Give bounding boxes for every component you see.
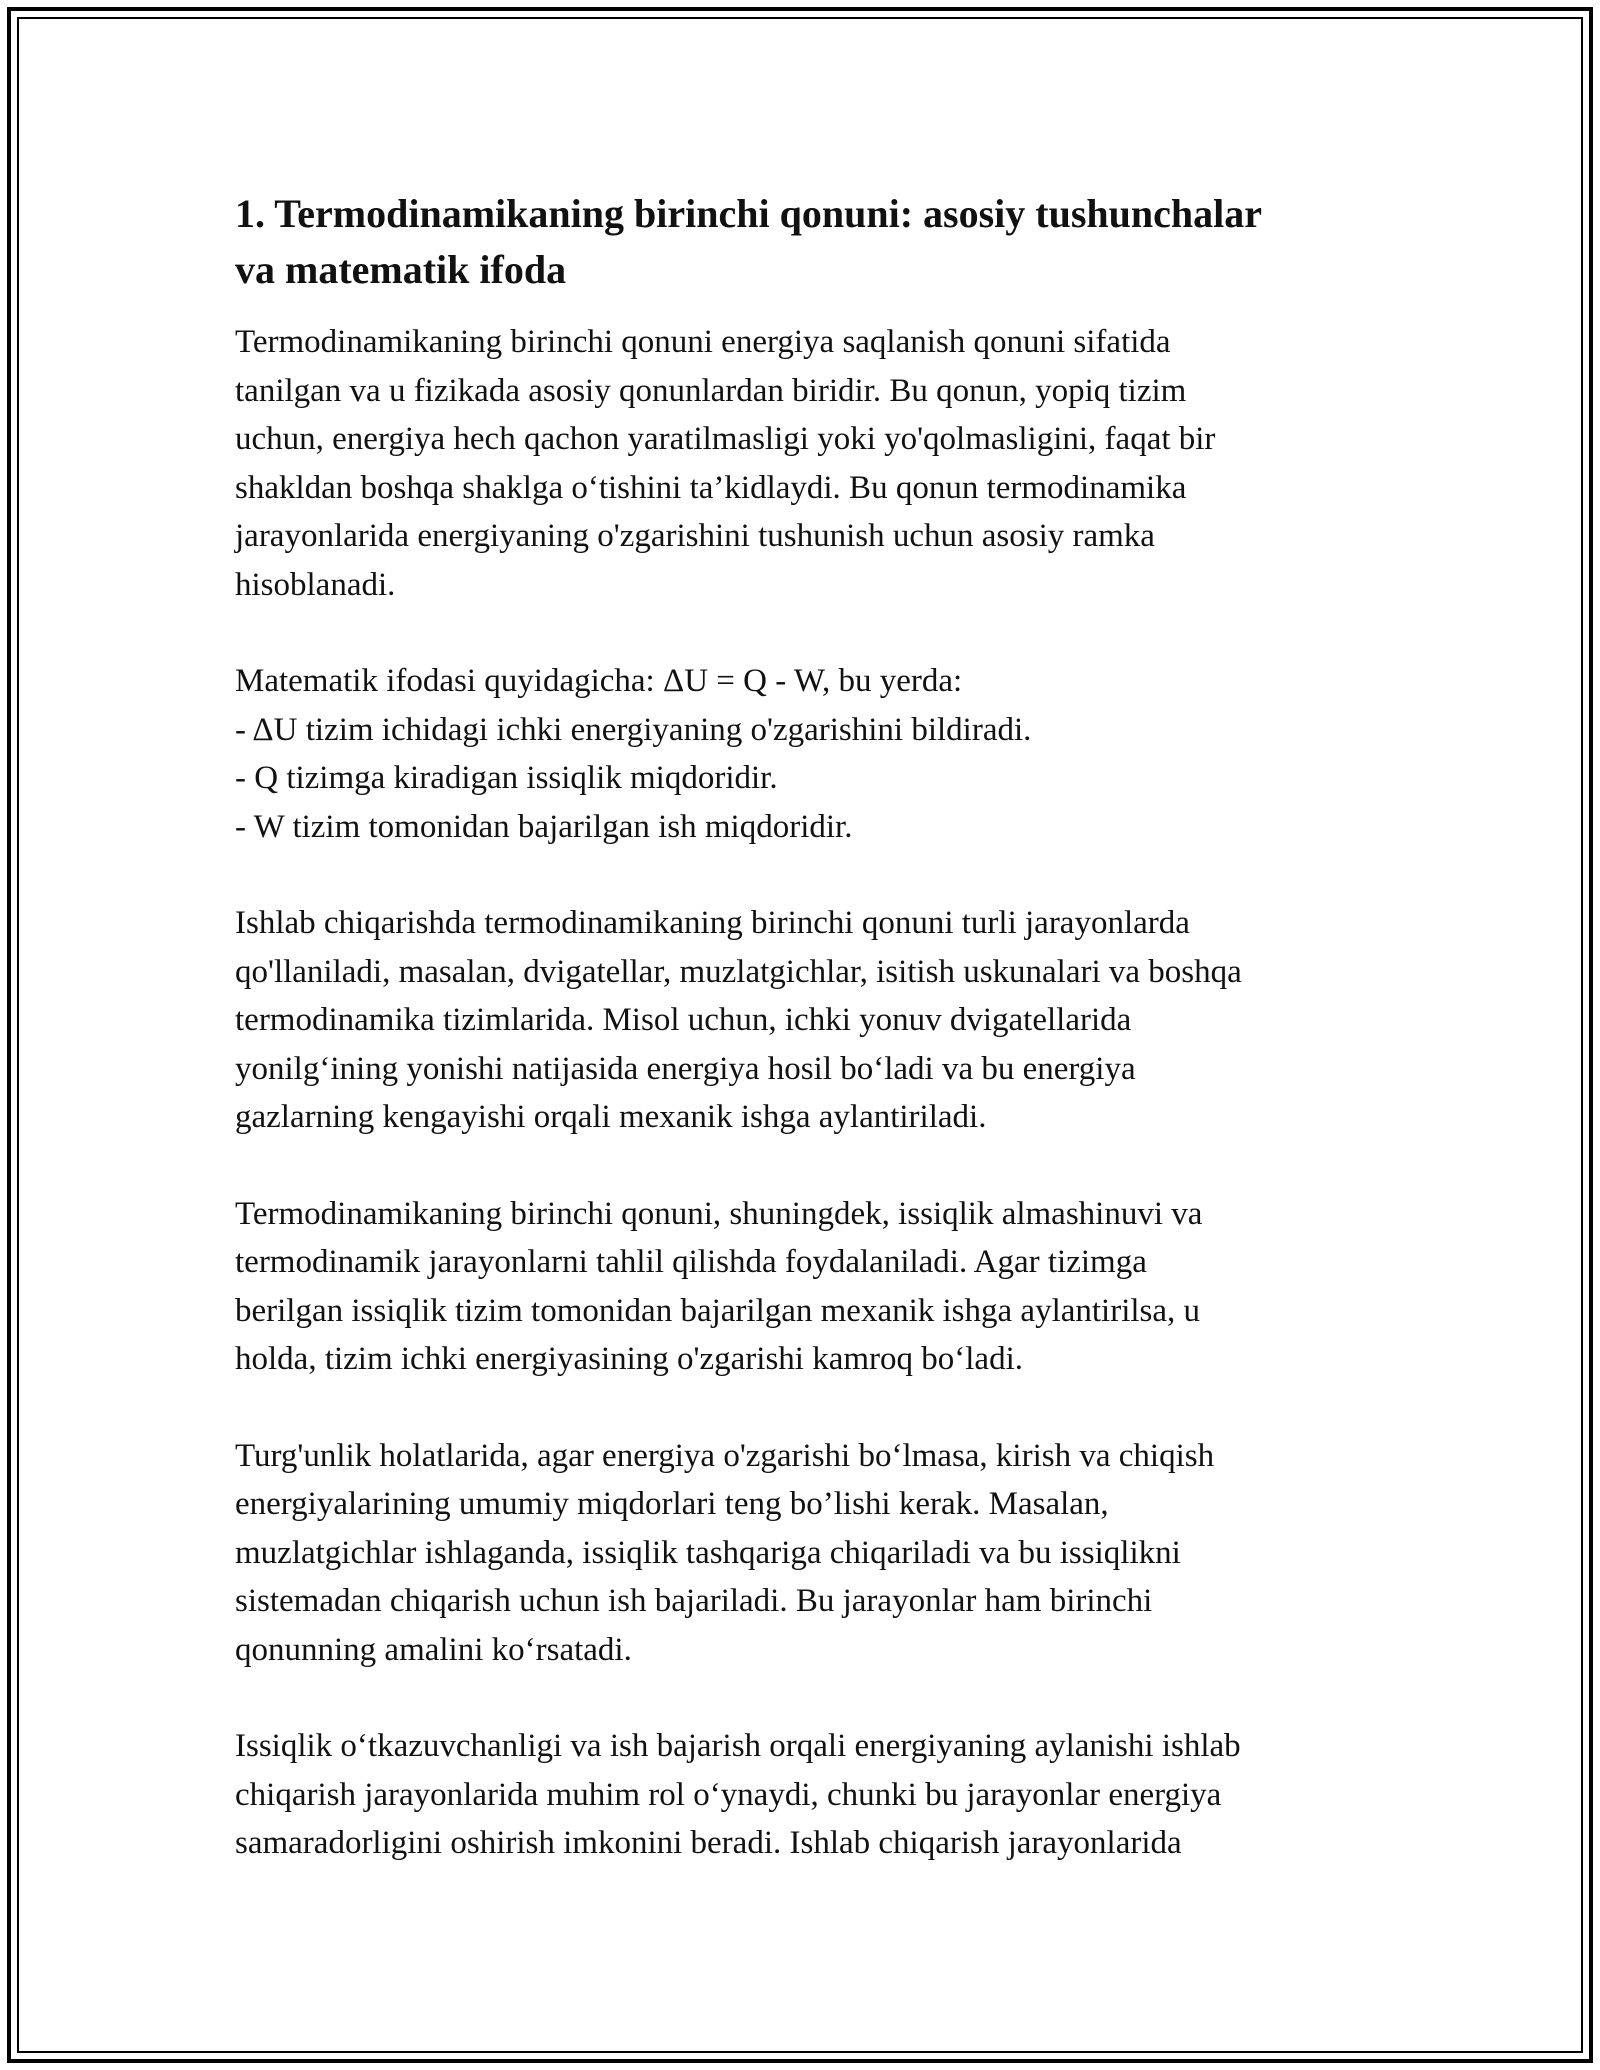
text-line: Issiqlik o‘tkazuvchanligi va ish bajarish orqali energiyaning aylanishi ishlab [235, 1728, 1241, 1764]
paragraph-conductivity [235, 1722, 1365, 1868]
text-line: sistemadan chiqarish uchun ish bajariladi. Bu jarayonlar ham birinchi [235, 1583, 1153, 1619]
paragraph-intro [235, 318, 1365, 609]
text-line: termodinamika tizimlarida. Misol uchun, ichki yonuv dvigatellarida [235, 1002, 1132, 1038]
heading-line: 1. Termodinamikaning birinchi qonuni: asosiy tushunchalar [235, 191, 1262, 236]
text-line: Termodinamikaning birinchi qonuni energiya saqlanish qonuni sifatida [235, 324, 1171, 360]
text-line: holda, tizim ichki energiyasining o'zgarishi kamroq bo‘ladi. [235, 1341, 1023, 1377]
paragraph-steady-state [235, 1432, 1365, 1675]
text-line: Matematik ifodasi quyidagicha: ΔU = Q - W, bu yerda: [235, 663, 963, 699]
text-line: berilgan issiqlik tizim tomonidan bajarilgan mexanik ishga aylantirilsa, u [235, 1292, 1201, 1329]
section-heading [235, 186, 1365, 298]
text-line: Turg'unlik holatlarida, agar energiya o'zgarishi bo‘lmasa, kirish va chiqish [235, 1437, 1215, 1474]
text-line: gazlarning kengayishi orqali mexanik ishga aylantiriladi. [235, 1099, 987, 1135]
text-line: Termodinamikaning birinchi qonuni, shuningdek, issiqlik almashinuvi va [235, 1195, 1203, 1232]
paragraph-formula [235, 657, 1365, 851]
text-line: shakldan boshqa shaklga o‘tishini ta’kidlaydi. Bu qonun termodinamika [235, 469, 1187, 506]
text-line: tanilgan va u fizikada asosiy qonunlardan biridir. Bu qonun, yopiq tizim [235, 372, 1187, 409]
text-line: uchun, energiya hech qachon yaratilmasligi yoki yo'qolmasligini, faqat bir [235, 421, 1216, 457]
document-body [235, 186, 1365, 1916]
list-item: - ΔU tizim ichidagi ichki energiyaning o'zgarishini bildiradi. [235, 711, 1032, 748]
text-line: Ishlab chiqarishda termodinamikaning birinchi qonuni turli jarayonlarda [235, 905, 1190, 941]
text-line: termodinamik jarayonlarni tahlil qilishda foydalaniladi. Agar tizimga [235, 1244, 1147, 1280]
text-line: muzlatgichlar ishlaganda, issiqlik tashqariga chiqariladi va bu issiqlikni [235, 1534, 1181, 1571]
paragraph-applications [235, 899, 1365, 1142]
text-line: jarayonlarida energiyaning o'zgarishini tushunish uchun asosiy ramka [235, 518, 1155, 554]
heading-line: va matematik ifoda [235, 247, 567, 292]
text-line: chiqarish jarayonlarida muhim rol o‘ynaydi, chunki bu jarayonlar energiya [235, 1776, 1222, 1813]
list-item: - Q tizimga kiradigan issiqlik miqdoridir. [235, 760, 778, 796]
text-line: yonilg‘ining yonishi natijasida energiya hosil bo‘ladi va bu energiya [235, 1050, 1136, 1087]
text-line: energiyalarining umumiy miqdorlari teng bo’lishi kerak. Masalan, [235, 1486, 1109, 1522]
text-line: qo'llaniladi, masalan, dvigatellar, muzlatgichlar, isitish uskunalari va boshqa [235, 953, 1242, 990]
text-line: hisoblanadi. [235, 566, 396, 603]
text-line: samaradorligini oshirish imkonini beradi. Ishlab chiqarish jarayonlarida [235, 1825, 1182, 1861]
list-item: - W tizim tomonidan bajarilgan ish miqdoridir. [235, 808, 853, 845]
paragraph-heat-exchange [235, 1190, 1365, 1384]
text-line: qonunning amalini ko‘rsatadi. [235, 1631, 632, 1668]
